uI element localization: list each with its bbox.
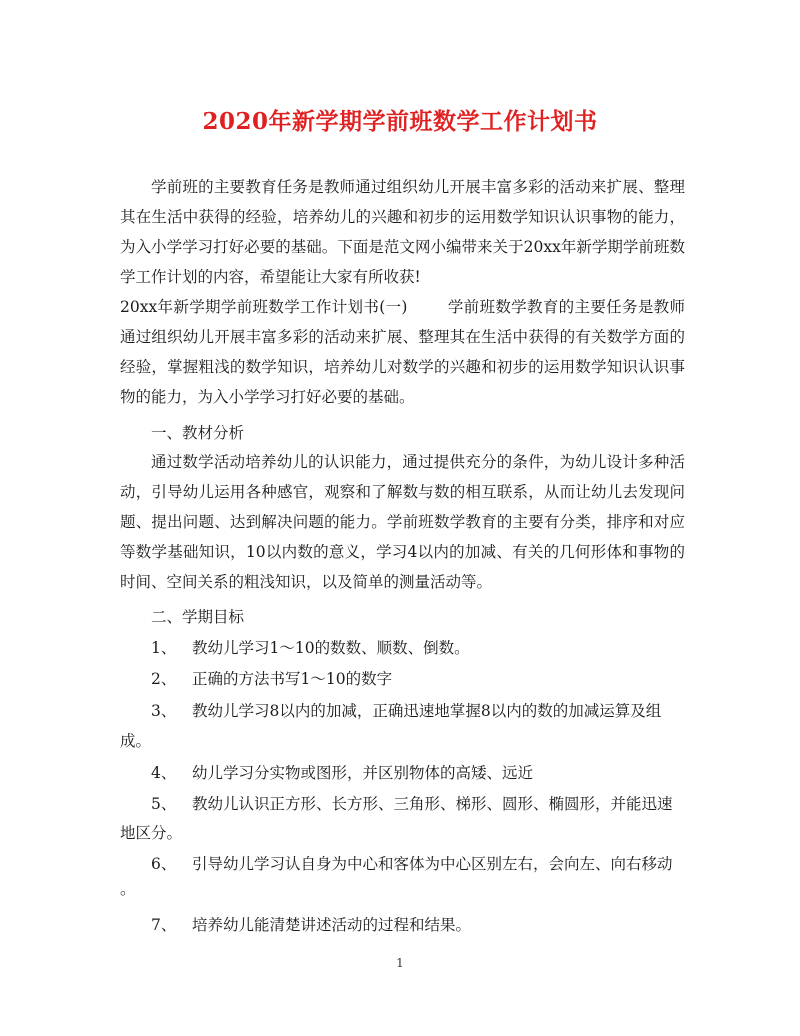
item-text: 教幼儿认识正方形、长方形、三角形、梯形、圆形、椭圆形，并能迅速: [192, 795, 673, 813]
list-item: [120, 696, 685, 726]
list-item-continuation: 地区分。: [120, 824, 183, 842]
item-number: 6、: [151, 855, 177, 873]
list-item: [120, 758, 685, 788]
item-number: 7、: [151, 916, 177, 934]
part1-paragraph: 通过数学活动培养幼儿的认识能力，通过提供充分的条件，为幼儿设计多种活动，引导幼儿运用各种感官，观察和了解数与数的相互联系，从而让幼儿去发现问题、提出问题、达到解决问题的能力。学前班数学教育的主要有分类，排序和对应等数学基础知识，10以内数的意义，学习4以内的加减、有关的几何形体和事物的时间、空间关系的粗浅知识，以及简单的测量活动等。: [120, 453, 685, 591]
item-number: 3、: [151, 702, 177, 720]
part1-heading: 一、教材分析: [151, 424, 245, 442]
part2-heading: 二、学期目标: [151, 608, 245, 626]
item-text: 幼儿学习分实物或图形，并区别物体的高矮、远近: [192, 764, 534, 782]
list-item-continuation: 成。: [120, 732, 152, 750]
list-item: [120, 633, 685, 663]
list-item: [120, 910, 685, 940]
item-number: 2、: [151, 670, 177, 688]
item-text: 教幼儿学习8以内的加减，正确迅速地掌握8以内的数的加减运算及组: [192, 702, 662, 720]
list-item-continuation: 。: [120, 880, 136, 898]
page-number: 1: [396, 956, 404, 970]
list-item: [120, 789, 685, 819]
intro-paragraph: 学前班的主要教育任务是教师通过组织幼儿开展丰富多彩的活动来扩展、整理其在生活中获得的经验，培养幼儿的兴趣和初步的运用数学知识认识事物的能力，为入小学学习打好必要的基础。下面是范文网小编带来关于20xx年新学期学前班数学工作计划的内容，希望能让大家有所收获!: [120, 178, 685, 286]
section1-paragraph: [120, 292, 685, 412]
item-number: 4、: [151, 764, 177, 782]
section1-heading: 20xx年新学期学前班数学工作计划书(一): [120, 298, 408, 316]
section1-text: 学前班数学教育的主要任务是教师通过组织幼儿开展丰富多彩的活动来扩展、整理其在生活中获得的有关数学方面的经验，掌握粗浅的数学知识，培养幼儿对数学的兴趣和初步的运用数学知识认识事物的能力，为入小学学习打好必要的基础。: [120, 298, 685, 406]
list-item: [120, 664, 685, 694]
item-text: 正确的方法书写1～10的数字: [192, 670, 393, 688]
item-text: 教幼儿学习1～10的数数、顺数、倒数。: [192, 639, 470, 657]
document-title: 2020年新学期学前班数学工作计划书: [202, 108, 598, 135]
item-text: 引导幼儿学习认自身为中心和客体为中心区别左右，会向左、向右移动: [192, 855, 673, 873]
item-number: 1、: [151, 639, 177, 657]
item-number: 5、: [151, 795, 177, 813]
item-text: 培养幼儿能清楚讲述活动的过程和结果。: [192, 916, 472, 934]
